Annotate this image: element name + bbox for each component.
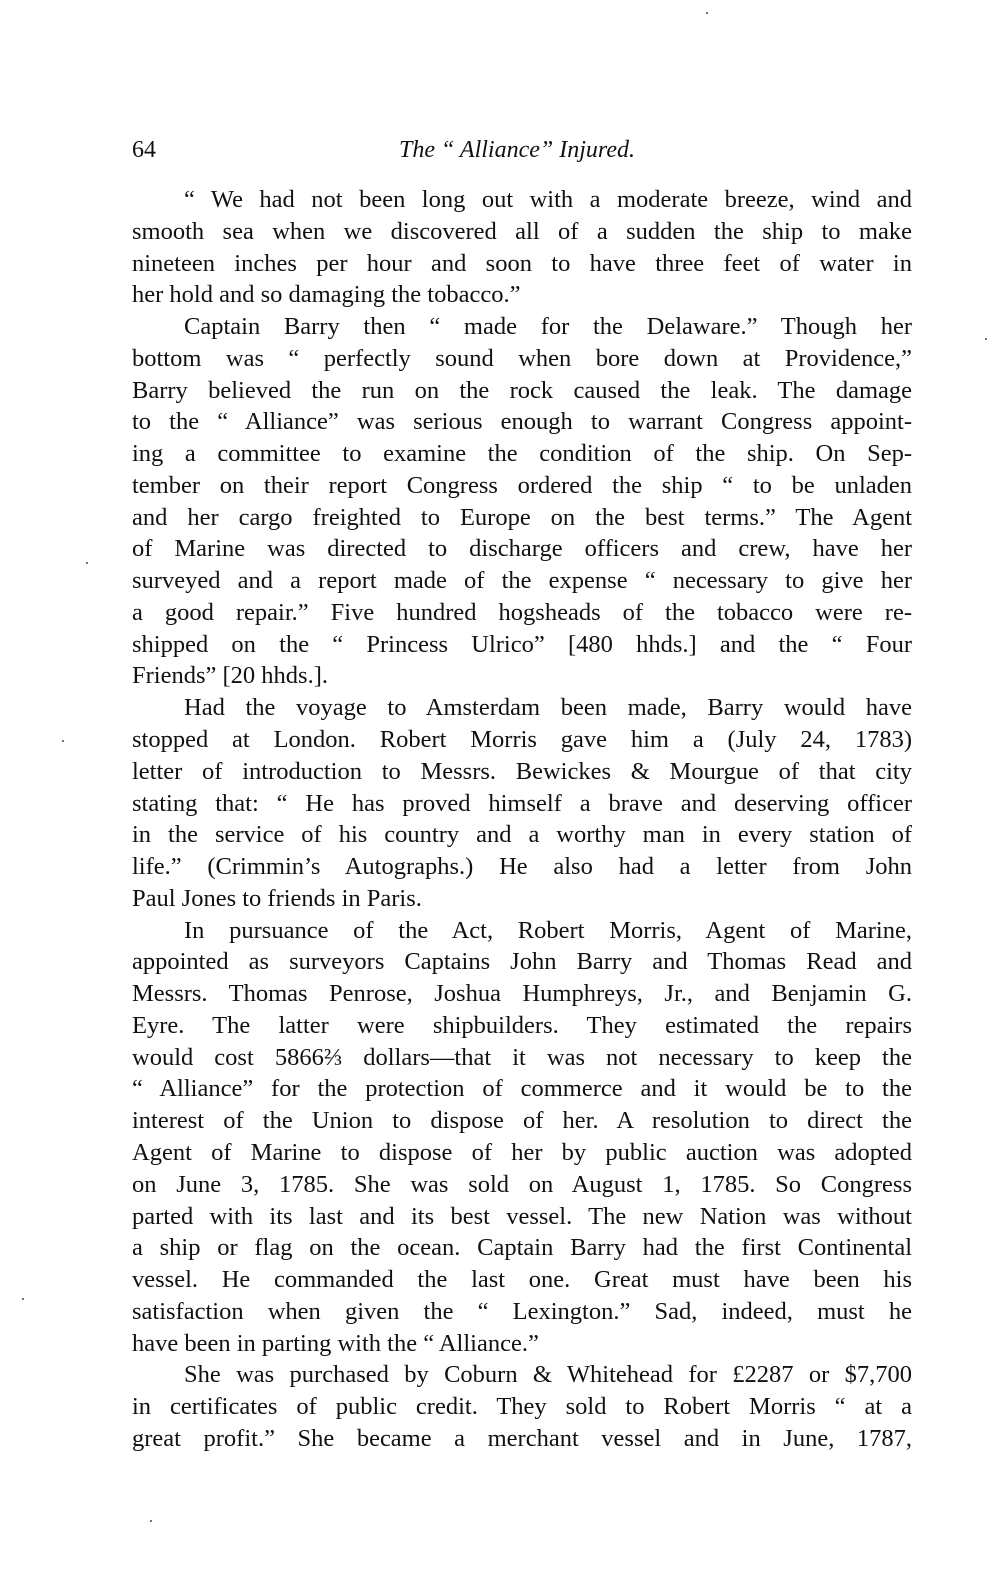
running-title: The “ Alliance” Injured. bbox=[399, 137, 635, 163]
text-line: Eyre. The latter were shipbuilders. They estimated the repairs bbox=[132, 1011, 912, 1039]
paragraph bbox=[132, 184, 912, 311]
text-line: in the service of his country and a worthy man in every station of bbox=[132, 821, 912, 849]
text-line: of Marine was directed to discharge officers and crew, have her bbox=[132, 535, 912, 563]
scan-speck bbox=[706, 12, 708, 14]
text-line: shipped on the “ Princess Ulrico” [480 hhds.] and the “ Four bbox=[132, 630, 912, 658]
text-line: Messrs. Thomas Penrose, Joshua Humphreys, Jr., and Benjamin G. bbox=[132, 980, 912, 1008]
text-line: would cost 5866⅔ dollars—that it was not necessary to keep the bbox=[132, 1043, 912, 1071]
text-line: in certificates of public credit. They sold to Robert Morris “ at a bbox=[132, 1393, 912, 1421]
text-line: bottom was “ perfectly sound when bore down at Providence,” bbox=[132, 344, 912, 372]
text-line: Barry believed the run on the rock caused the leak. The damage bbox=[132, 376, 912, 404]
scan-speck bbox=[150, 1520, 152, 1522]
text-line: life.” (Crimmin’s Autographs.) He also had a letter from John bbox=[132, 853, 912, 881]
text-line: and her cargo freighted to Europe on the best terms.” The Agent bbox=[132, 503, 912, 531]
text-line: nineteen inches per hour and soon to have three feet of water in bbox=[132, 249, 912, 277]
text-line: stating that: “ He has proved himself a brave and deserving officer bbox=[132, 789, 912, 817]
scan-speck bbox=[62, 740, 64, 742]
text-line: Paul Jones to friends in Paris. bbox=[132, 884, 422, 912]
text-line: In pursuance of the Act, Robert Morris, Agent of Marine, bbox=[184, 916, 912, 944]
text-line: She was purchased by Coburn & Whitehead for £2287 or $7,700 bbox=[184, 1361, 912, 1389]
text-line: on June 3, 1785. She was sold on August 1, 1785. So Congress bbox=[132, 1170, 912, 1198]
paragraph bbox=[132, 692, 912, 914]
scan-speck bbox=[86, 562, 88, 564]
paragraph bbox=[132, 915, 912, 1360]
text-line: interest of the Union to dispose of her. A resolution to direct the bbox=[132, 1107, 912, 1135]
text-line: ing a committee to examine the condition of the ship. On Sep- bbox=[132, 440, 912, 468]
text-line: Captain Barry then “ made for the Delaware.” Though her bbox=[184, 313, 912, 341]
text-line: a ship or flag on the ocean. Captain Barry had the first Continental bbox=[132, 1234, 912, 1262]
text-line: “ Alliance” for the protection of commerce and it would be to the bbox=[132, 1075, 912, 1103]
scan-speck bbox=[22, 1298, 24, 1300]
text-line: tember on their report Congress ordered the ship “ to be unladen bbox=[132, 471, 912, 499]
text-line: vessel. He commanded the last one. Great must have been his bbox=[132, 1266, 912, 1294]
text-line: smooth sea when we discovered all of a sudden the ship to make bbox=[132, 217, 912, 245]
text-line: Had the voyage to Amsterdam been made, Barry would have bbox=[184, 694, 912, 722]
text-line: letter of introduction to Messrs. Bewickes & Mourgue of that city bbox=[132, 757, 912, 785]
text-line: great profit.” She became a merchant vessel and in June, 1787, bbox=[132, 1424, 912, 1452]
text-line: stopped at London. Robert Morris gave him a (July 24, 1783) bbox=[132, 726, 912, 754]
text-line: appointed as surveyors Captains John Barry and Thomas Read and bbox=[132, 948, 912, 976]
text-line: Agent of Marine to dispose of her by public auction was adopted bbox=[132, 1138, 912, 1166]
text-line: surveyed and a report made of the expense “ necessary to give her bbox=[132, 567, 912, 595]
text-line: to the “ Alliance” was serious enough to warrant Congress appoint- bbox=[132, 408, 912, 436]
text-line: “ We had not been long out with a moderate breeze, wind and bbox=[184, 186, 912, 213]
text-line: have been in parting with the “ Alliance.” bbox=[132, 1329, 539, 1357]
body-text bbox=[132, 184, 912, 1455]
paragraph bbox=[132, 1359, 912, 1454]
text-line: Friends” [20 hhds.]. bbox=[132, 662, 328, 690]
page-number: 64 bbox=[132, 137, 156, 163]
text-line: satisfaction when given the “ Lexington.” Sad, indeed, must he bbox=[132, 1297, 912, 1325]
text-line: a good repair.” Five hundred hogsheads of the tobacco were re- bbox=[132, 598, 912, 626]
text-line: parted with its last and its best vessel. The new Nation was without bbox=[132, 1202, 912, 1230]
paragraph bbox=[132, 311, 912, 692]
scan-speck bbox=[985, 338, 987, 340]
text-line: her hold and so damaging the tobacco.” bbox=[132, 281, 521, 309]
